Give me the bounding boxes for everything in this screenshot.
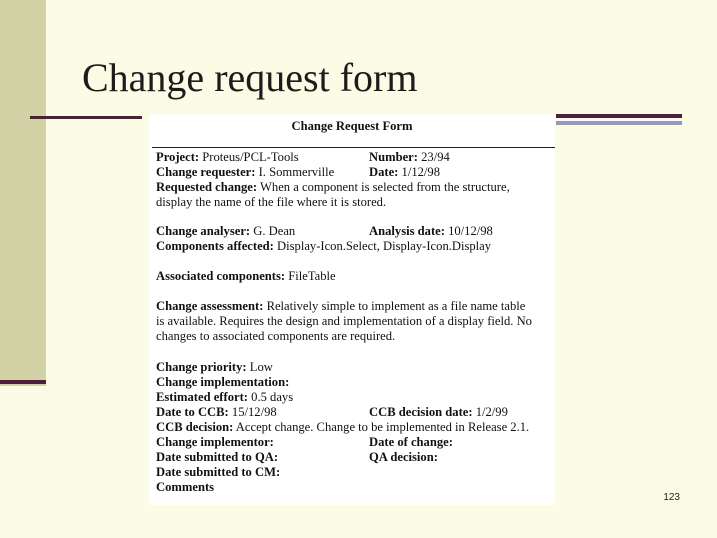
change-assessment-block (156, 299, 551, 344)
date-to-ccb-label: Date to CCB: (156, 405, 229, 419)
row-ccb-decision (156, 420, 551, 435)
row-analyser (156, 224, 551, 239)
priority-label: Change priority: (156, 360, 247, 374)
requested-change-block (156, 180, 551, 210)
ccb-decision-date-value: 1/2/99 (475, 405, 508, 419)
requested-change-value-2: display the name of the file where it is stored. (156, 195, 387, 209)
title-rule-right-light (556, 121, 682, 125)
row-comments (156, 480, 551, 495)
assessment-value-1: Relatively simple to implement as a file name table (266, 299, 526, 313)
row-implementor (156, 435, 551, 450)
analyser-value: G. Dean (253, 224, 296, 238)
row-priority (156, 360, 551, 375)
assessment-value-3: changes to associated components are required. (156, 329, 396, 343)
project-label: Project: (156, 150, 200, 164)
submitted-cm-label: Date submitted to CM: (156, 465, 281, 479)
row-submitted-cm (156, 465, 551, 480)
assessment-value-2: is available. Requires the design and implementation of a display field. No (156, 314, 532, 328)
components-affected-label: Components affected: (156, 239, 274, 253)
project-value: Proteus/PCL-Tools (202, 150, 299, 164)
row-requester (156, 165, 551, 180)
qa-decision-field (369, 450, 438, 465)
effort-value: 0.5 days (251, 390, 294, 404)
number-label: Number: (369, 150, 418, 164)
row-estimated-effort (156, 390, 551, 405)
qa-decision-label: QA decision: (369, 450, 438, 464)
analysis-date-label: Analysis date: (369, 224, 445, 238)
effort-label: Estimated effort: (156, 390, 248, 404)
requester-value: I. Sommerville (258, 165, 335, 179)
ccb-decision-label: CCB decision: (156, 420, 234, 434)
date-of-change-label: Date of change: (369, 435, 453, 449)
priority-value: Low (249, 360, 273, 374)
requested-change-value-1: When a component is selected from the structure, (260, 180, 510, 194)
number-field (369, 150, 450, 165)
associated-components-label: Associated components: (156, 269, 286, 283)
analysis-date-value: 10/12/98 (448, 224, 493, 238)
comments-label: Comments (156, 480, 215, 494)
left-decorative-band (0, 0, 46, 386)
row-project (156, 150, 551, 165)
row-submitted-qa (156, 450, 551, 465)
requested-change-label: Requested change: (156, 180, 258, 194)
slide-title: Change request form (82, 55, 418, 100)
page-number: 123 (663, 492, 680, 503)
change-request-form (149, 114, 555, 505)
date-label: Date: (369, 165, 399, 179)
implementation-label: Change implementation: (156, 375, 290, 389)
row-components-affected (156, 239, 551, 254)
number-value: 23/94 (421, 150, 450, 164)
form-title-divider (152, 147, 555, 148)
left-band-underline (0, 380, 46, 384)
date-value: 1/12/98 (401, 165, 441, 179)
analyser-label: Change analyser: (156, 224, 251, 238)
ccb-decision-date-label: CCB decision date: (369, 405, 473, 419)
implementor-label: Change implementor: (156, 435, 274, 449)
ccb-decision-value: Accept change. Change to be implemented in Release 2.1. (235, 420, 530, 434)
ccb-decision-date-field (369, 405, 508, 420)
title-rule-right-dark (556, 114, 682, 118)
submitted-qa-label: Date submitted to QA: (156, 450, 279, 464)
row-date-to-ccb (156, 405, 551, 420)
date-of-change-field (369, 435, 453, 450)
associated-components-value: FileTable (288, 269, 336, 283)
date-field (369, 165, 440, 180)
date-to-ccb-value: 15/12/98 (231, 405, 277, 419)
components-affected-value: Display-Icon.Select, Display-Icon.Display (277, 239, 492, 253)
form-title: Change Request Form (291, 119, 413, 133)
requester-label: Change requester: (156, 165, 256, 179)
analysis-date-field (369, 224, 493, 239)
title-rule-left (30, 116, 142, 119)
assessment-label: Change assessment: (156, 299, 264, 313)
row-associated-components (156, 269, 551, 284)
row-implementation (156, 375, 551, 390)
